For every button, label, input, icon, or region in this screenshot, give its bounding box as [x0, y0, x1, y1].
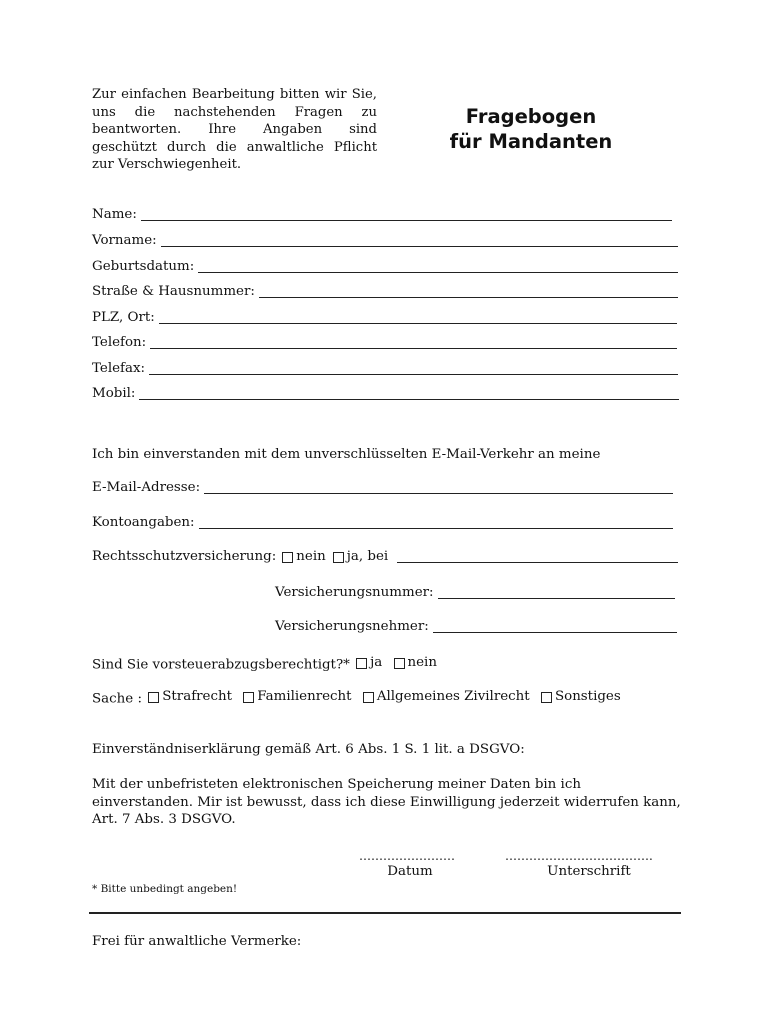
telefax-field-row — [92, 360, 678, 378]
strasse-field-row — [92, 283, 678, 301]
konto-field[interactable] — [199, 515, 673, 529]
rechtsschutz-ja-checkbox[interactable] — [333, 552, 344, 563]
plz-ort-field[interactable] — [159, 310, 677, 324]
konto-field-row — [92, 514, 673, 532]
versicherungsnummer-label: Versicherungsnummer: — [275, 585, 434, 600]
email-label: E-Mail-Adresse: — [92, 480, 201, 495]
vorsteuer-ja-checkbox[interactable] — [356, 658, 367, 669]
strasse-label: Straße & Hausnummer: — [92, 284, 255, 299]
telefon-field-row — [92, 334, 677, 352]
rechtsschutz-ja-label: ja, bei — [346, 549, 389, 564]
sache-option[interactable] — [241, 688, 351, 706]
versicherungsnummer-field[interactable] — [438, 585, 675, 599]
rechtsschutz-ja-option[interactable] — [331, 548, 388, 566]
vorname-label: Vorname: — [92, 233, 157, 248]
telefon-label: Telefon: — [92, 335, 147, 350]
page-title — [420, 104, 642, 154]
rechtsschutz-row — [92, 548, 678, 566]
vorname-field-row — [92, 232, 678, 250]
telefax-field[interactable] — [149, 361, 678, 375]
name-field-row — [92, 206, 672, 224]
mobil-label: Mobil: — [92, 386, 136, 401]
versicherungsnehmer-row — [275, 618, 677, 636]
title-line-2: für Mandanten — [449, 130, 613, 153]
sache-option-label: Sonstiges — [554, 689, 621, 704]
notes-label: Frei für anwaltliche Vermerke: — [92, 934, 302, 949]
sache-label: Sache : — [92, 691, 142, 707]
intro-text: Zur einfachen Bearbeitung bitten wir Sie, uns die nachstehenden Fragen zu beantworten. Ihre Angaben sind geschützt durch die anwaltliche Pflicht zur Verschwiegenheit. — [92, 87, 377, 173]
rechtsschutz-label: Rechtsschutzversicherung: — [92, 549, 277, 564]
mobil-field-row — [92, 385, 679, 403]
sache-option-label: Strafrecht — [162, 689, 232, 704]
konto-label: Kontoangaben: — [92, 515, 195, 530]
sache-checkbox[interactable] — [363, 692, 374, 703]
unterschrift-label: Unterschrift — [547, 864, 631, 879]
sache-option[interactable] — [146, 688, 232, 706]
vorsteuer-nein-checkbox[interactable] — [394, 658, 405, 669]
vorsteuer-ja-option[interactable] — [354, 654, 382, 672]
sache-option-label: Familienrecht — [257, 689, 352, 704]
telefon-field[interactable] — [150, 335, 677, 349]
geburtsdatum-field[interactable] — [198, 259, 678, 273]
versicherungsnummer-row — [275, 584, 675, 602]
vorname-field[interactable] — [161, 233, 678, 247]
divider — [89, 912, 681, 914]
sache-checkbox[interactable] — [541, 692, 552, 703]
versicherung-field[interactable] — [397, 549, 678, 563]
vorsteuer-label: Sind Sie vorsteuerabzugsberechtigt?* — [92, 657, 350, 673]
vorsteuer-nein-option[interactable] — [392, 654, 437, 672]
mobil-field[interactable] — [139, 386, 679, 400]
sache-option[interactable] — [539, 688, 621, 706]
title-line-1: Fragebogen — [465, 105, 597, 128]
email-field[interactable] — [204, 480, 673, 494]
plz-ort-label: PLZ, Ort: — [92, 310, 155, 325]
email-consent-text: Ich bin einverstanden mit dem unverschlüsselten E-Mail-Verkehr an meine — [92, 447, 601, 462]
vorsteuer-nein-label: nein — [407, 655, 437, 670]
date-dotted-line[interactable]: …………………… — [359, 849, 455, 863]
sache-option[interactable] — [361, 688, 530, 706]
rechtsschutz-nein-checkbox[interactable] — [282, 552, 293, 563]
vorsteuer-ja-label: ja — [370, 655, 383, 670]
telefax-label: Telefax: — [92, 361, 146, 376]
versicherungsnehmer-label: Versicherungsnehmer: — [275, 619, 429, 634]
dsgvo-heading: Einverständniserklärung gemäß Art. 6 Abs. 1 S. 1 lit. a DSGVO: — [92, 742, 525, 757]
strasse-field[interactable] — [259, 284, 678, 298]
geburtsdatum-label: Geburtsdatum: — [92, 259, 195, 274]
name-label: Name: — [92, 207, 137, 222]
footnote: * Bitte unbedingt angeben! — [92, 883, 238, 895]
versicherungsnehmer-field[interactable] — [433, 619, 677, 633]
datum-label: Datum — [387, 864, 433, 879]
rechtsschutz-nein-label: nein — [296, 549, 326, 564]
vorsteuer-row — [92, 654, 437, 675]
plz-ort-field-row — [92, 309, 677, 327]
sache-row — [92, 688, 621, 709]
dsgvo-text: Mit der unbefristeten elektronischen Speicherung meiner Daten bin ich einverstanden. Mir ist bewusst, dass ich diese Einwilligung jederzeit widerrufen kann, Art. 7 Abs. 3 DSGVO. — [92, 777, 681, 827]
sache-checkbox[interactable] — [148, 692, 159, 703]
name-field[interactable] — [141, 207, 672, 221]
rechtsschutz-nein-option[interactable] — [280, 548, 325, 566]
signature-dotted-line[interactable]: ………………………………. — [505, 849, 653, 863]
geburtsdatum-field-row — [92, 258, 678, 276]
email-field-row — [92, 479, 673, 497]
sache-checkbox[interactable] — [243, 692, 254, 703]
sache-option-label: Allgemeines Zivilrecht — [376, 689, 530, 704]
